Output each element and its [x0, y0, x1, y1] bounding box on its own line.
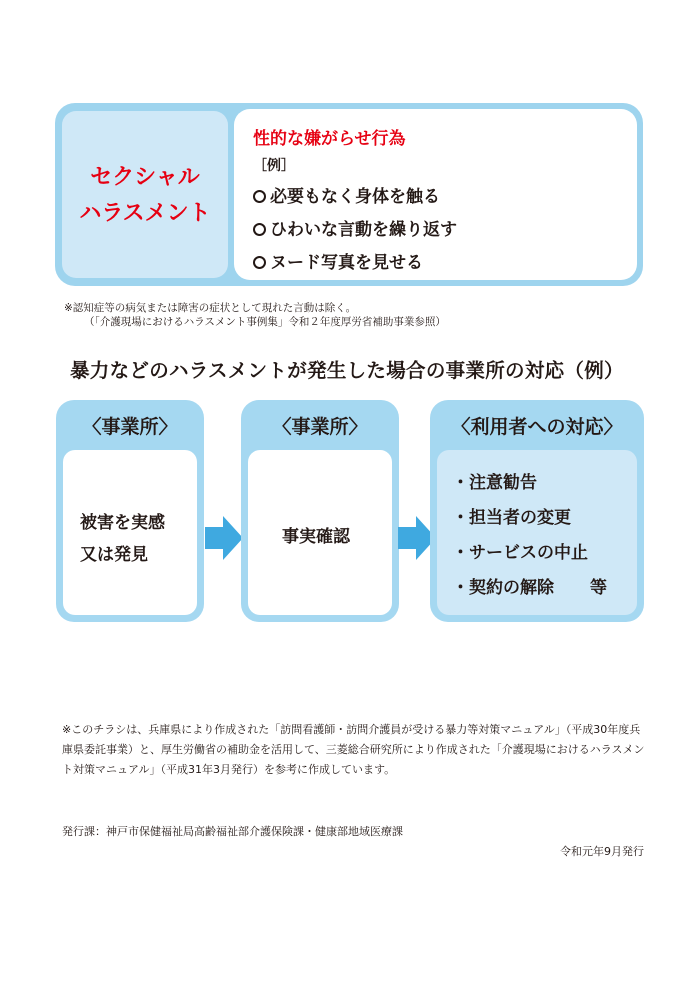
arrow-right-icon: [205, 516, 245, 560]
sexual-harassment-heading: 性的な嫌がらせ行為: [253, 129, 406, 149]
response-item: ・サービスの中止: [452, 543, 588, 563]
circle-bullet-icon: [253, 256, 266, 269]
flow-box-text: 事実確認: [282, 527, 350, 547]
sexual-harassment-label: [62, 160, 228, 232]
example-tag: ［例］: [253, 158, 295, 174]
dementia-note: ※認知症等の病気または障害の症状として現れた言動は除く。 （「介護現場におけるハラスメント事例集」令和２年度厚労省補助事業参照）: [64, 302, 446, 328]
example-item: 必要もなく身体を触る: [253, 182, 440, 207]
response-list: [452, 466, 607, 606]
section-title: 暴力などのハラスメントが発生した場合の事業所の対応（例）: [70, 359, 624, 382]
issued-date: 令和元年9月発行: [560, 845, 644, 858]
response-item: ・契約の解除 等: [452, 578, 607, 598]
circle-bullet-icon: [253, 190, 266, 203]
example-item: ひわいな言動を繰り返す: [253, 215, 457, 240]
example-item: ヌード写真を見せる: [253, 248, 423, 273]
flow-box-header: 〈事業所〉: [82, 416, 178, 438]
label-line-1: セクシャル: [90, 165, 200, 190]
label-line-2: ハラスメント: [79, 201, 211, 226]
flow-box-header: 〈利用者への対応〉: [451, 416, 623, 438]
flow-box-header: 〈事業所〉: [272, 416, 368, 438]
response-item: ・担当者の変更: [452, 508, 571, 528]
flow-box-text: 被害を実感 又は発見: [80, 513, 165, 565]
circle-bullet-icon: [253, 223, 266, 236]
issuer: 発行課：神戸市保健福祉局高齢福祉部介護保険課・健康部地域医療課: [62, 825, 403, 838]
response-item: ・注意勧告: [452, 473, 537, 493]
source-note: ※このチラシは、兵庫県により作成された「訪問看護師・訪問介護員が受ける暴力等対策マニュアル」（平成30年度兵庫県委託事業）と、厚生労働省の補助金を活用して、三菱総合研究所により作成された「介護現場におけるハラスメント対策マニュアル」（平成31年3月発行）を参考に作成しています。: [62, 723, 645, 776]
